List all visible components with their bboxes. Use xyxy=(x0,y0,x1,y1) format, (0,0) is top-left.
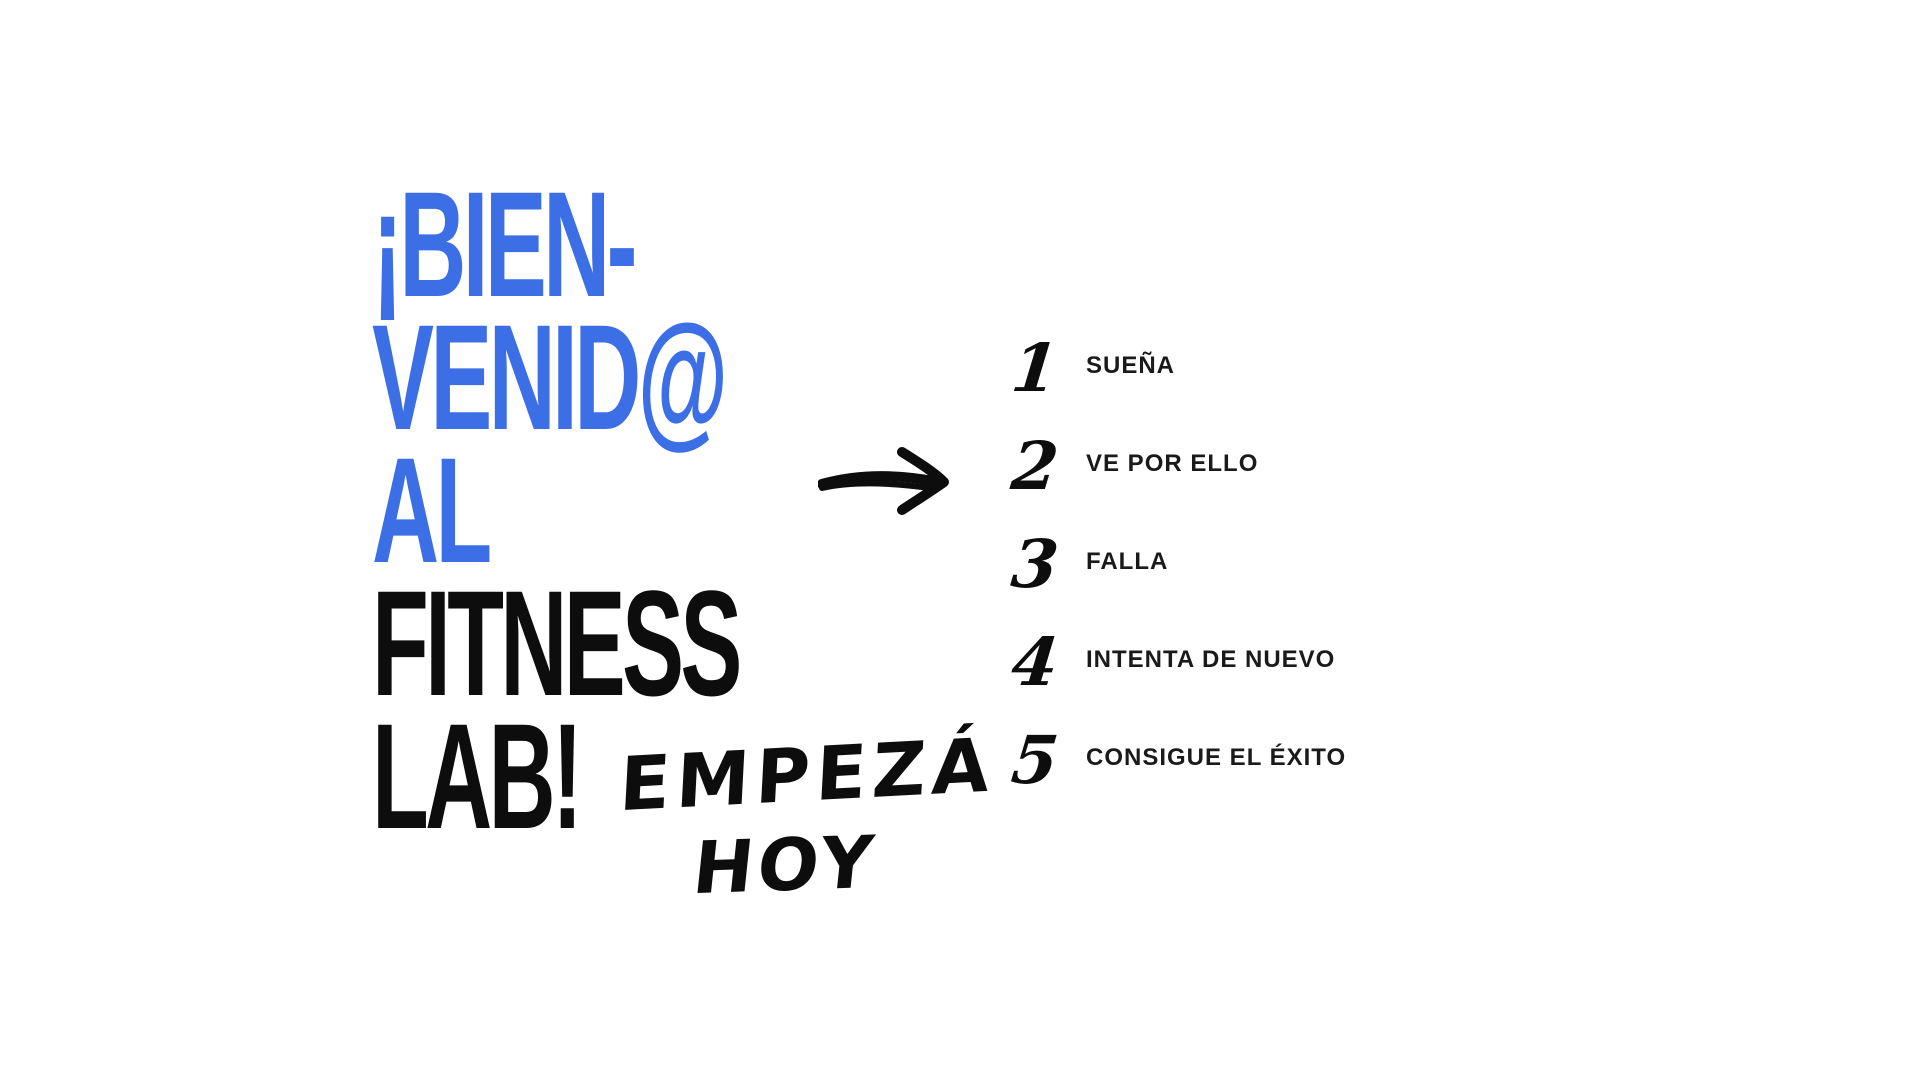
step-number: 2 xyxy=(1007,427,1063,505)
step-label: INTENTA DE NUEVO xyxy=(1086,646,1336,673)
step-label: FALLA xyxy=(1086,548,1169,575)
step-number: 5 xyxy=(1007,721,1063,799)
list-item xyxy=(1007,427,1472,528)
headline-line-3: AL xyxy=(372,426,489,594)
list-item xyxy=(1007,623,1472,724)
step-number: 3 xyxy=(1007,525,1063,603)
slogan-line-2: HOY xyxy=(689,819,881,911)
step-label: VE POR ELLO xyxy=(1086,450,1259,477)
list-item xyxy=(1007,525,1472,626)
step-number: 1 xyxy=(1007,329,1063,407)
slogan-line-1: EMPEZÁ xyxy=(617,722,998,829)
list-item xyxy=(1007,329,1472,430)
headline-line-5: LAB! xyxy=(372,692,580,860)
step-number: 4 xyxy=(1007,623,1063,701)
step-label: CONSIGUE EL ÉXITO xyxy=(1086,744,1347,771)
headline-line-4: FITNESS xyxy=(372,559,739,727)
step-label: SUEÑA xyxy=(1086,352,1176,379)
right-arrow-icon xyxy=(818,444,950,516)
steps-list xyxy=(1007,329,1472,822)
list-item xyxy=(1007,721,1472,822)
headline-line-2: VENID@ xyxy=(372,293,725,461)
headline-line-1: ¡BIEN- xyxy=(372,160,634,328)
